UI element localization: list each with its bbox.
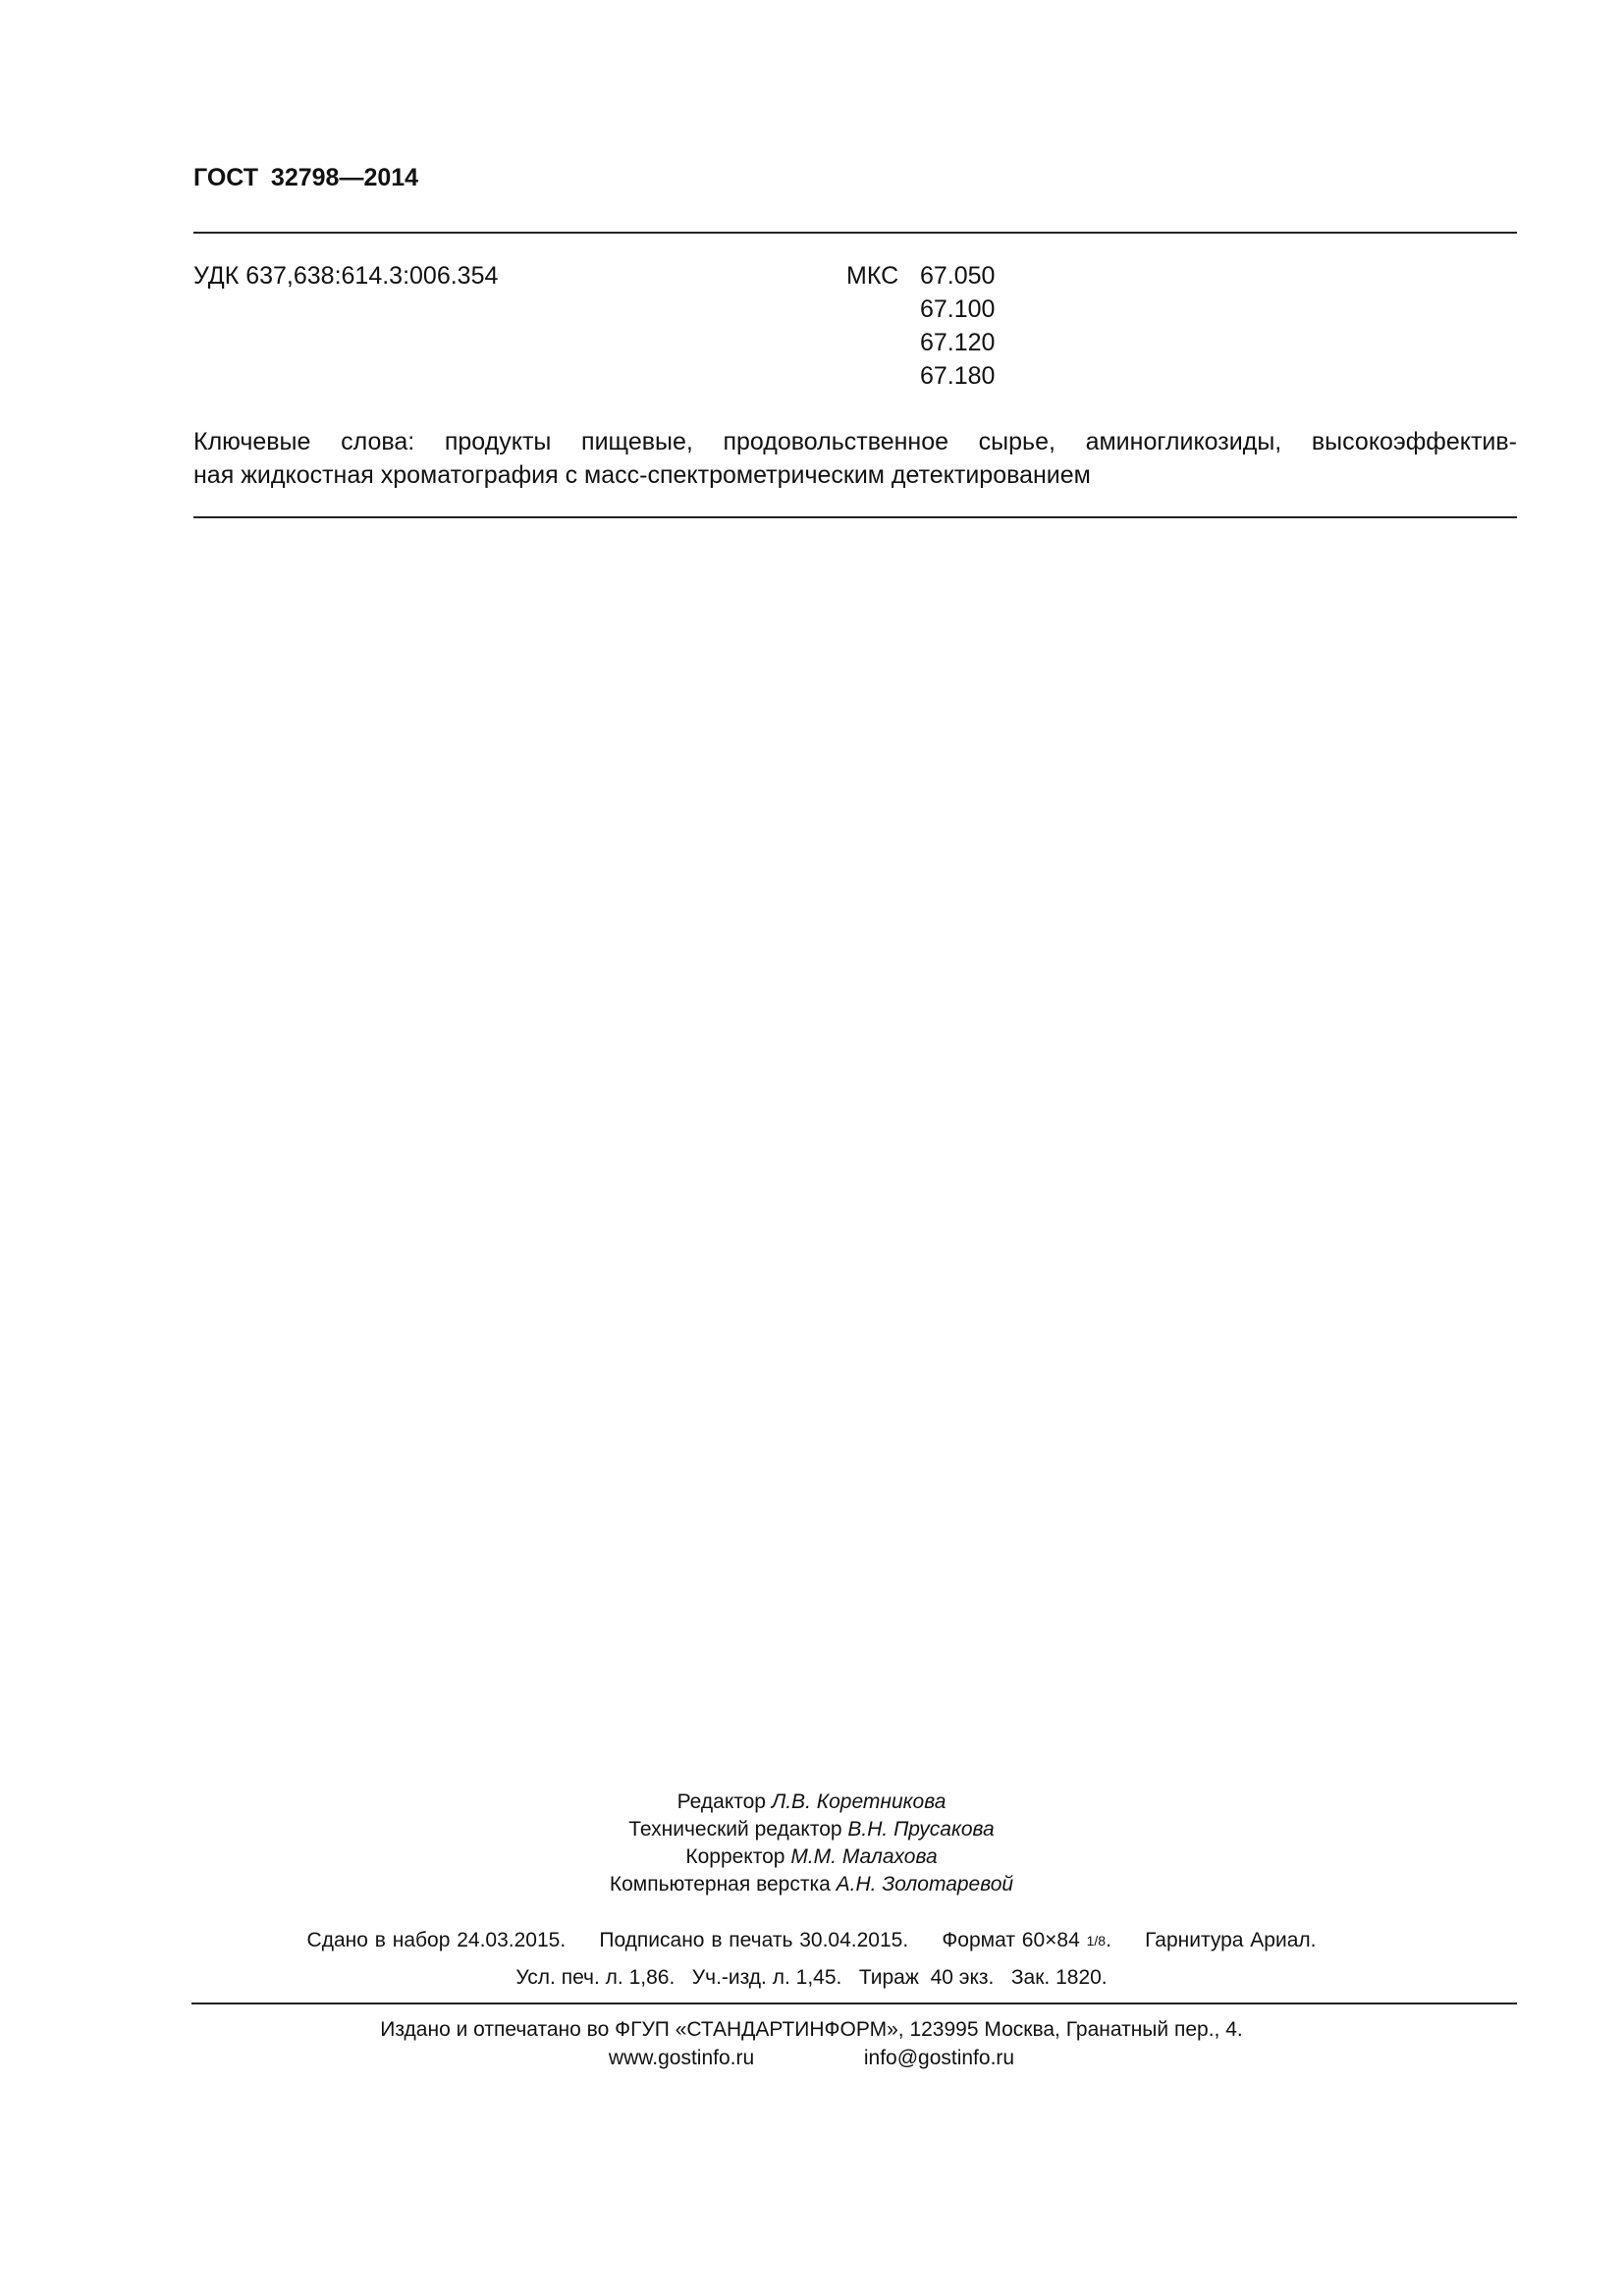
credit-editor: Редактор Л.В. Коретникова xyxy=(676,1790,947,1813)
credit-layout: Компьютерная верстка А.Н. Золотаревой xyxy=(609,1873,1014,1896)
website-link[interactable]: www.gostinfo.ru xyxy=(608,2047,755,2069)
divider xyxy=(193,516,1517,518)
credit-tech-editor: Технический редактор В.Н. Прусакова xyxy=(628,1818,995,1841)
mks-code: 67.180 xyxy=(920,362,996,390)
imprint-line-1: Сдано в набор 24.03.2015. Подписано в печать 30.04.2015. Формат 60×84 1/8. Гарнитура Ариал. xyxy=(306,1929,1317,1951)
publisher-contacts xyxy=(0,2046,1623,2071)
mks-code: 67.120 xyxy=(920,329,996,356)
format-fraction: 1/8 xyxy=(1086,1933,1107,1949)
divider xyxy=(193,232,1517,234)
keywords-line: ная жидкостная хроматография с масс-спектрометрическим детектированием xyxy=(193,461,1091,489)
email-link[interactable]: info@gostinfo.ru xyxy=(863,2047,1015,2069)
publisher-line: Издано и отпечатано во ФГУП «СТАНДАРТИНФОРМ», 123995 Москва, Гранатный пер., 4. xyxy=(380,2018,1243,2041)
mks-code: 67.100 xyxy=(920,295,996,323)
mks-label: МКС xyxy=(846,262,899,290)
imprint-line-2: Усл. печ. л. 1,86. Уч.-изд. л. 1,45. Тираж 40 экз. Зак. 1820. xyxy=(515,1966,1108,1989)
credit-corrector: Корректор М.М. Малахова xyxy=(685,1845,938,1868)
mks-code: 67.050 xyxy=(920,262,996,290)
keywords-line: Ключевые слова: продукты пищевые, продовольственное сырье, аминогликозиды, высокоэффектив- xyxy=(193,428,1517,455)
udk-code: УДК 637,638:614.3:006.354 xyxy=(193,262,499,290)
document-title: ГОСТ 32798—2014 xyxy=(193,164,419,191)
divider xyxy=(191,2002,1517,2004)
